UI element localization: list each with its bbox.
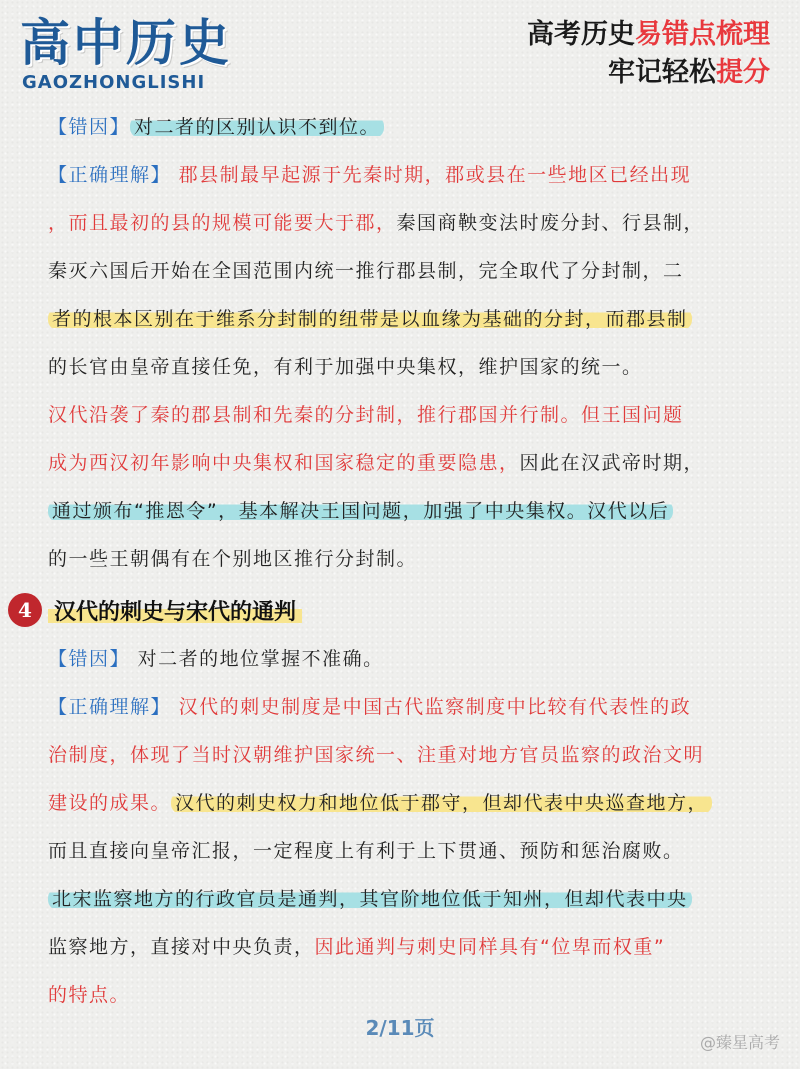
text-line-3 (48, 788, 712, 815)
cause-line-2 (48, 644, 384, 671)
correct-line-2 (48, 692, 691, 719)
cause-label: 【错因】 (48, 648, 131, 670)
cause-line-1 (48, 112, 384, 139)
text-span: 秦国商鞅变法时废分封、行县制， (396, 212, 705, 234)
text-span: 监察地方，直接对中央负责， (48, 936, 315, 958)
text-line-7: 的特点。 (48, 984, 131, 1006)
slogan-line2-b: 提分 (716, 57, 770, 88)
text-span: 建设的成果。 (48, 792, 172, 814)
text-line-4 (48, 304, 692, 331)
text-line-2 (48, 208, 704, 235)
highlight-text: 北宋监察地方的行政官员是通判，其官阶地位低于知州，但却代表中央 (48, 888, 692, 910)
text-line-5: 的长官由皇帝直接任免，有利于加强中央集权，维护国家的统一。 (48, 356, 643, 378)
cause-label: 【错因】 (48, 116, 131, 138)
text-line-5 (48, 884, 692, 911)
text-span: 汉代的刺史制度是中国古代监察制度中比较有代表性的政 (178, 696, 692, 718)
correct-line-1 (48, 160, 691, 187)
text-line-3: 秦灭六国后开始在全国范围内统一推行郡县制，完全取代了分封制，二 (48, 260, 684, 282)
highlight-text: 者的根本区别在于维系分封制的纽带是以血缘为基础的分封，而郡县制 (48, 308, 692, 330)
slogan-line1-a: 高考历史 (527, 19, 635, 50)
slogan-line1-b: 易错点梳理 (635, 19, 770, 50)
text-line-6 (48, 932, 665, 959)
watermark: @臻星高考 (699, 1033, 780, 1052)
section-title: 汉代的刺史与宋代的通判 (48, 595, 302, 626)
highlight-text: 汉代的刺史权力和地位低于郡守，但却代表中央巡查地方， (171, 792, 712, 814)
text-line-9: 的一些王朝偶有在个别地区推行分封制。 (48, 548, 418, 570)
text-line-4: 而且直接向皇帝汇报，一定程度上有利于上下贯通、预防和惩治腐败。 (48, 840, 684, 862)
text-line-6: 汉代沿袭了秦的郡县制和先秦的分封制，推行郡国并行制。但王国问题 (48, 404, 684, 426)
section-heading (8, 592, 302, 628)
text-line-8 (48, 496, 673, 523)
logo-subtitle: GAOZHONGLISHI (22, 72, 206, 93)
correct-label: 【正确理解】 (48, 164, 172, 186)
cause-text: 对二者的区别认识不到位。 (130, 116, 384, 138)
logo-title: 高中历史 (20, 14, 232, 72)
correct-label: 【正确理解】 (48, 696, 172, 718)
header-slogan (527, 16, 770, 92)
section-number-badge: 4 (8, 593, 42, 627)
header (0, 0, 800, 110)
slogan-line2-a: 牢记轻松 (608, 57, 716, 88)
text-span: ，而且最初的县的规模可能要大于郡， (48, 212, 397, 234)
text-line-2: 治制度，体现了当时汉朝维护国家统一、注重对地方官员监察的政治文明 (48, 744, 705, 766)
text-span: 因此在汉武帝时期， (519, 452, 705, 474)
highlight-text: 通过颁布“推恩令”，基本解决王国问题，加强了中央集权。汉代以后 (48, 500, 673, 522)
text-span: 成为西汉初年影响中央集权和国家稳定的重要隐患， (48, 452, 520, 474)
text-line: 郡县制最早起源于先秦时期，郡或县在一些地区已经出现 (178, 164, 692, 186)
cause-text: 对二者的地位掌握不准确。 (137, 648, 384, 670)
page-number: 2/11页 (365, 1016, 435, 1040)
text-span: 因此通判与刺史同样具有“位卑而权重” (314, 936, 666, 958)
text-line-7 (48, 448, 704, 475)
